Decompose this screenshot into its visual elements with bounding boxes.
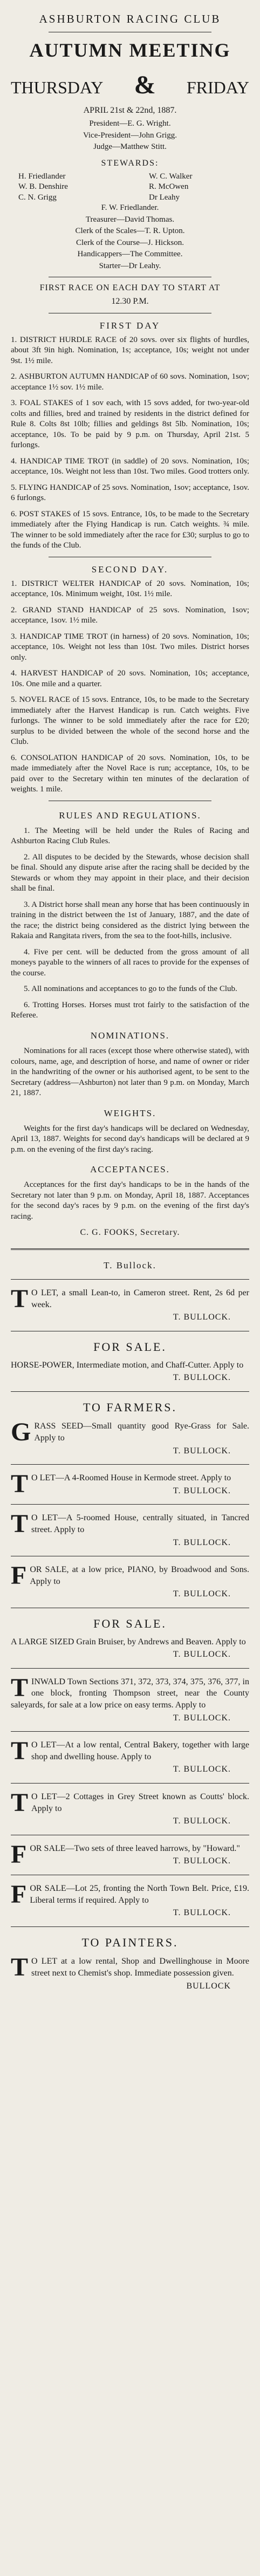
- acceptances-title: ACCEPTANCES.: [90, 1164, 170, 1175]
- race-entry: 3. FOAL STAKES of 1 sov each, with 15 sovs added, for two-year-old colts and fillies, bred and trained by residents in the district defined for Rule 8. Colts 8st 10lb; fillies and geldings 8st 5lb. Nomination, 10s; acceptance, 10s. To be paid by 9 p.m. on Thursday, April 21st. 5 furlongs.: [11, 399, 249, 450]
- secretary-signature: C. G. FOOKS, Secretary.: [80, 1228, 180, 1238]
- race-entry: 5. NOVEL RACE of 15 sovs. Entrance, 10s, to be made to the Secretary immediately after the Harvest Handicap is run. Catch weights. Five furlongs. The winner to be sold immediately after the race for £20; surplus to be divided between the whole of the second horse and the Club.: [11, 695, 249, 747]
- meeting-days: [11, 69, 249, 102]
- day-left: THURSDAY: [11, 78, 104, 98]
- classified-ad: [11, 1561, 249, 1600]
- race-entry: 1. DISTRICT WELTER HANDICAP of 20 sovs. Nomination, 10s; acceptance, 10s. Minimum weight, 10st. 1½ mile.: [11, 579, 249, 599]
- ampersand: &: [134, 71, 156, 100]
- clerk-scales: Clerk of the Scales—T. R. Upton.: [75, 227, 185, 236]
- ad-dropcap: T: [11, 1470, 29, 1499]
- classified-ad: [11, 1840, 249, 1869]
- nominations-title: NOMINATIONS.: [90, 1030, 170, 1041]
- ad-dropcap: F: [11, 1840, 27, 1869]
- steward: R. McOwen: [149, 182, 189, 192]
- starter: Starter—Dr Leahy.: [99, 261, 161, 270]
- ad-dropcap: T: [11, 1737, 29, 1766]
- clerk-course: Clerk of the Course—J. Hickson.: [76, 238, 184, 247]
- ad-body: [11, 1561, 249, 1590]
- ad-dropcap: T: [11, 1788, 29, 1817]
- ad-signature: T. BULLOCK.: [173, 1589, 231, 1599]
- ad-signature: T. BULLOCK.: [173, 1765, 231, 1774]
- day-right: FRIDAY: [186, 78, 249, 98]
- classified-ad: [11, 1880, 249, 1919]
- classified-ad: [11, 1953, 249, 1992]
- race-entry: 3. HANDICAP TIME TROT (in harness) of 20 sovs. Nomination, 10s; acceptance, 10s. Weight not less than 10st. Two miles. District horses only.: [11, 632, 249, 662]
- ad-body: [11, 1673, 249, 1711]
- ad-text: O LET—2 Cottages in Grey Street known as Coutts' block. Apply to: [31, 1792, 249, 1813]
- ad-heading: FOR SALE.: [93, 1617, 167, 1630]
- ad-body: [11, 1284, 249, 1314]
- ad-body: [11, 1418, 249, 1447]
- rule-entry: 1. The Meeting will be held under the Rules of Racing and Ashburton Racing Club Rules.: [11, 826, 249, 846]
- divider: [11, 1391, 249, 1392]
- classified-ad: [11, 1399, 249, 1416]
- classified-ad: [11, 1935, 249, 1951]
- ad-dropcap: F: [11, 1561, 27, 1590]
- first-race-notice: FIRST RACE ON EACH DAY TO START AT: [39, 283, 221, 293]
- ad-signature: T. BULLOCK.: [173, 1373, 231, 1383]
- bullock-ad-list: [11, 1284, 249, 1992]
- acceptances-text: Acceptances for the first day's handicaps to be in the hands of the Secretary not later than 9 p.m. on Monday, April 18, 1887. Acceptances for the second day's races by 9 p.m. on the evening of the first day's racing.: [11, 1180, 249, 1221]
- bullock-header: T. Bullock.: [104, 1260, 156, 1271]
- ad-body: [11, 1788, 249, 1817]
- ad-text: INWALD Town Sections 371, 372, 373, 374, 375, 376, 377, in one block, fronting Thompson street, near the County saleyards, for sale at a low price on easy terms. Apply to: [11, 1677, 249, 1710]
- club-name: ASHBURTON RACING CLUB: [39, 12, 221, 25]
- classified-ad: [11, 1673, 249, 1724]
- steward: Dr Leahy: [149, 193, 180, 202]
- race-entry: 6. CONSOLATION HANDICAP of 20 sovs. Nomination, 10s, to be made immediately after the Novel Race is run; acceptance, 10s, to be paid over to the Secretary within ten minutes of the declaration of weights. 1 mile.: [11, 753, 249, 794]
- rules-list: [11, 826, 249, 1021]
- ad-signature: T. BULLOCK.: [173, 1816, 231, 1826]
- ad-signature: T. BULLOCK.: [173, 1486, 231, 1495]
- ad-text: O LET—At a low rental, Central Bakery, together with large shop and dwelling house. Apply to: [31, 1740, 249, 1761]
- race-entry: 6. POST STAKES of 15 sovs. Entrance, 10s, to be made to the Secretary immediately after the Flying Handicap is run. Catch weights. ¾ mile. The winner to be sold immediately after the race for £30; surplus to go to the funds of the Club.: [11, 509, 249, 550]
- ad-dropcap: T: [11, 1953, 29, 1982]
- ad-signature: T. BULLOCK.: [173, 1908, 231, 1918]
- ad-text: HORSE-POWER, Intermediate motion, and Chaff-Cutter. Apply to: [11, 1360, 244, 1370]
- first-race-time: 12.30 P.M.: [111, 296, 149, 306]
- stewards-list: [18, 172, 242, 214]
- race-entry: 1. DISTRICT HURDLE RACE of 20 sovs. over six flights of hurdles, about 3ft 9in high. Nomination, 1s; acceptance, 10s; weight not under 9st. 1½ mile.: [11, 335, 249, 365]
- race-entry: 4. HANDICAP TIME TROT (in saddle) of 20 sovs. Nomination, 10s; acceptance, 10s. Weight not less than 10st. Two miles. Good trotters only.: [11, 456, 249, 476]
- rule-entry: 6. Trotting Horses. Horses must trot fairly to the satisfaction of the Referee.: [11, 1000, 249, 1020]
- handicappers: Handicappers—The Committee.: [77, 250, 183, 259]
- steward: F. W. Friedlander.: [101, 203, 159, 213]
- day1-races: [11, 335, 249, 551]
- ad-text: OR SALE—Lot 25, fronting the North Town Belt. Price, £19. Liberal terms if required. Apply to: [30, 1884, 249, 1905]
- day1-title: FIRST DAY: [99, 320, 161, 331]
- race-entry: 4. HARVEST HANDICAP of 20 sovs. Nomination, 10s; acceptance, 10s. One mile and a quarter.: [11, 669, 249, 688]
- ad-text: O LET—A 4-Roomed House in Kermode street. Apply to: [31, 1473, 231, 1483]
- ad-heading: FOR SALE.: [93, 1340, 167, 1354]
- weights-text: Weights for the first day's handicaps will be declared on Wednesday, April 13, 1887. Weights for second day's handicaps will be declared at 9 p.m. on the evening of the first day's racing.: [11, 1124, 249, 1154]
- divider: [11, 1464, 249, 1465]
- classified-ad: [11, 1284, 249, 1323]
- ad-dropcap: T: [11, 1673, 29, 1702]
- ad-signature: BULLOCK: [186, 1981, 231, 1991]
- steward: W. B. Denshire: [18, 182, 68, 192]
- racing-club-advert: [11, 12, 249, 1239]
- rule-entry: 5. All nominations and acceptances to go to the funds of the Club.: [24, 985, 237, 994]
- meeting-dates: APRIL 21st & 22nd, 1887.: [83, 106, 177, 115]
- ad-text: O LET at a low rental, Shop and Dwellinghouse in Moore street next to Chemist's shop. Immediate possession given.: [31, 1957, 249, 1978]
- day2-races: [11, 579, 249, 795]
- rule-entry: 4. Five per cent. will be deducted from the gross amount of all moneys payable to the winners of all races to provide for the expenses of the course.: [11, 947, 249, 978]
- classified-ad: [11, 1739, 249, 1775]
- ad-text: OR SALE—Two sets of three leaved harrows, by "Howard.": [30, 1843, 240, 1853]
- race-entry: 2. ASHBURTON AUTUMN HANDICAP of 60 sovs. Nomination, 1sov; acceptance 1½ sov. 1½ mile.: [11, 372, 249, 392]
- judge: Judge—Matthew Stitt.: [93, 142, 167, 152]
- classified-ad: [11, 1509, 249, 1548]
- vice-president: Vice-President—John Grigg.: [83, 131, 177, 140]
- rules-title: RULES AND REGULATIONS.: [59, 810, 201, 821]
- classified-ad: [11, 1788, 249, 1827]
- classified-ad: [11, 1472, 249, 1497]
- ad-text: A LARGE SIZED Grain Bruiser, by Andrews and Beaven. Apply to: [11, 1637, 246, 1646]
- divider: [11, 1668, 249, 1669]
- weights-title: WEIGHTS.: [104, 1108, 156, 1118]
- ad-signature: T. BULLOCK.: [173, 1650, 231, 1659]
- ad-body: [11, 1880, 249, 1909]
- classified-ad: [11, 1616, 249, 1661]
- section-divider: [11, 1248, 249, 1250]
- ad-heading: TO PAINTERS.: [81, 1935, 179, 1949]
- president: President—E. G. Wright.: [89, 119, 171, 128]
- ad-body: [11, 1953, 249, 1982]
- ad-dropcap: T: [11, 1284, 29, 1314]
- ad-body: [11, 1636, 249, 1648]
- bullock-adverts: [11, 1260, 249, 1992]
- treasurer: Treasurer—David Thomas.: [85, 215, 175, 224]
- classified-ad: [11, 1339, 249, 1384]
- ad-signature: T. BULLOCK.: [173, 1313, 231, 1322]
- divider: [11, 1731, 249, 1732]
- day2-title: SECOND DAY.: [91, 564, 169, 575]
- classified-ad: [11, 1420, 249, 1457]
- ad-heading: TO FARMERS.: [83, 1400, 177, 1414]
- stewards-title: STEWARDS:: [101, 158, 159, 168]
- race-entry: 5. FLYING HANDICAP of 25 sovs. Nomination, 1sov; acceptance, 1sov. 6 furlongs.: [11, 483, 249, 503]
- ad-text: O LET—A 5-roomed House, centrally situated, in Tancred street. Apply to: [31, 1513, 249, 1535]
- rule-entry: 3. A District horse shall mean any horse that has been continuously in training in the district between the 1st of January, 1887, and the date of the race; the district being considered as the district lying between the Rakaia and Rangitata rivers, from the sea to the foot-hills, inclusive.: [11, 900, 249, 941]
- ad-dropcap: F: [11, 1880, 27, 1909]
- ad-signature: T. BULLOCK.: [173, 1856, 231, 1866]
- ad-dropcap: T: [11, 1509, 29, 1539]
- nominations-text: Nominations for all races (except those where otherwise stated), with colours, name, age, and description of horse, and name of owner or rider in the handwriting of the owner or his authorised agent, to be sent to the Secretary (address—Ashburton) not later than 9 p.m. on Monday, March 21, 1887.: [11, 1047, 249, 1098]
- steward: H. Friedlander: [18, 172, 66, 181]
- ad-text: RASS SEED—Small quantity good Rye-Grass for Sale. Apply to: [34, 1422, 249, 1443]
- advert-column: [11, 12, 249, 1992]
- ad-body: [11, 1359, 249, 1371]
- ad-text: O LET, a small Lean-to, in Cameron street. Rent, 2s 6d per week.: [31, 1288, 249, 1309]
- ad-signature: T. BULLOCK.: [173, 1538, 231, 1547]
- divider: [11, 1279, 249, 1280]
- ad-body: [11, 1737, 249, 1766]
- ad-body: [11, 1509, 249, 1539]
- ad-signature: T. BULLOCK.: [173, 1713, 231, 1723]
- steward: W. C. Walker: [149, 172, 193, 181]
- meeting-title: AUTUMN MEETING: [29, 39, 231, 62]
- steward: C. N. Grigg: [18, 193, 57, 202]
- ad-signature: T. BULLOCK.: [173, 1446, 231, 1456]
- race-entry: 2. GRAND STAND HANDICAP of 25 sovs. Nomination, 1sov; acceptance, 1sov. 1½ mile.: [11, 605, 249, 625]
- ad-dropcap: G: [11, 1418, 31, 1447]
- divider: [11, 1926, 249, 1927]
- divider: [11, 1504, 249, 1505]
- rule-entry: 2. All disputes to be decided by the Stewards, whose decision shall be final. Should any dispute arise after the racing shall be decided by the Stewards or whom they may appoint in their place, and their decision shall be final.: [11, 852, 249, 893]
- ad-text: OR SALE, at a low price, PIANO, by Broadwood and Sons. Apply to: [30, 1565, 249, 1586]
- divider: [11, 1783, 249, 1784]
